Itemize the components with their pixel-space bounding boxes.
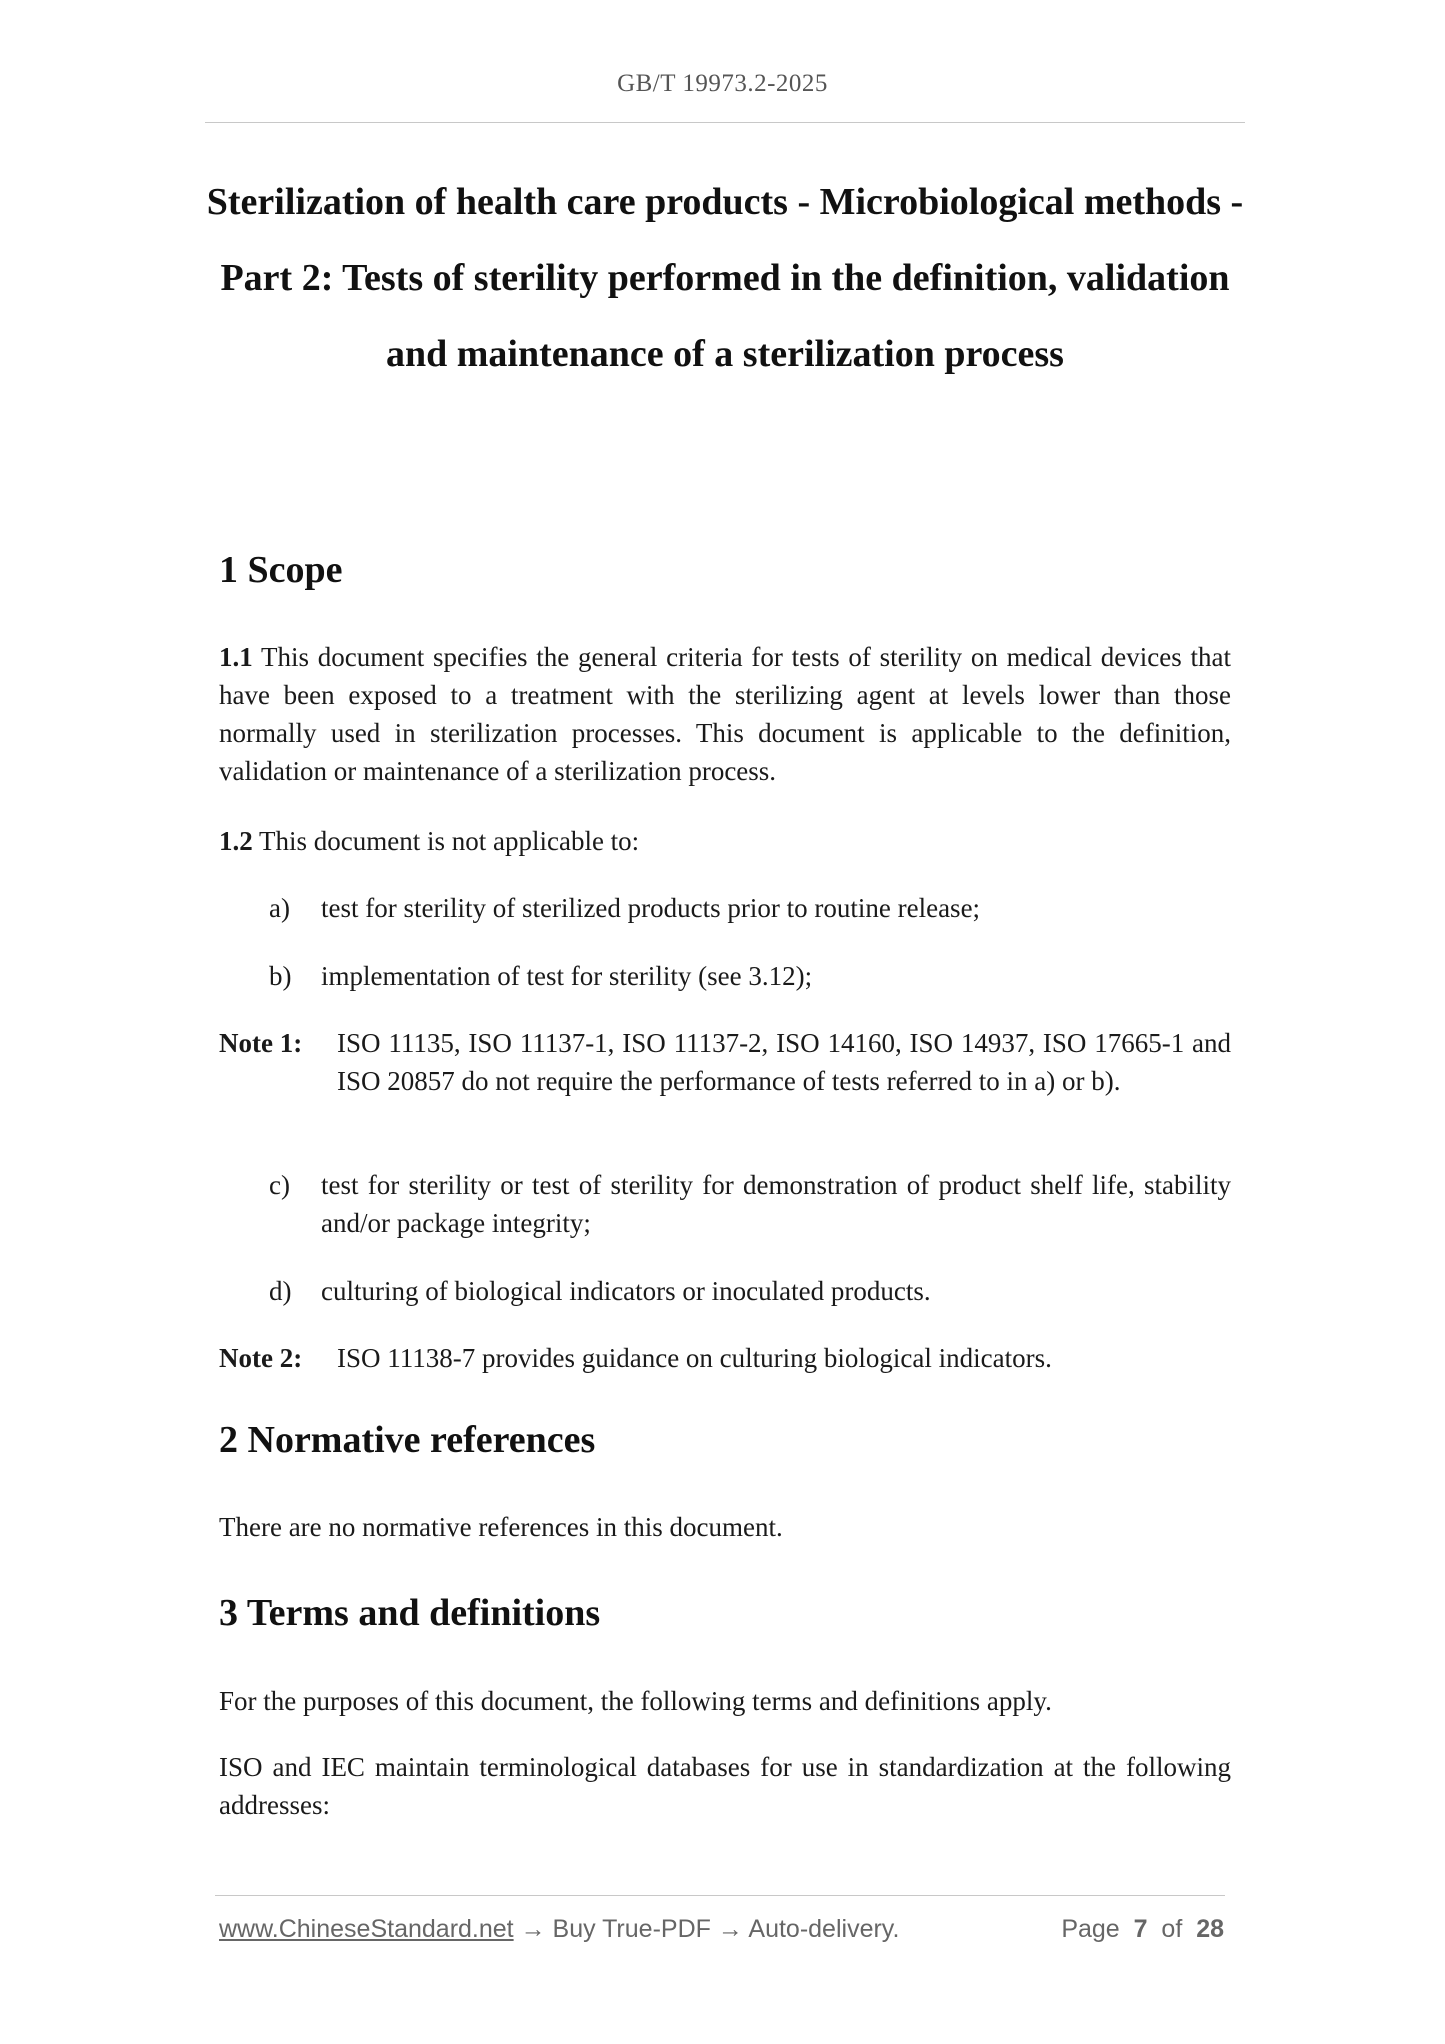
- note-text: ISO 11138-7 provides guidance on culturing biological indicators.: [337, 1343, 1052, 1373]
- page-label: Page: [1061, 1915, 1120, 1943]
- clause-number: 1.2: [219, 826, 253, 856]
- terms-intro-text: For the purposes of this document, the following terms and definitions apply.: [219, 1686, 1052, 1716]
- list-item-text: test for sterility or test of sterility for demonstration of product shelf life, stability and/or package integrity;: [321, 1170, 1231, 1238]
- of-label: of: [1161, 1915, 1183, 1943]
- page-indicator: [1061, 1915, 1224, 1944]
- note-label: Note 2:: [219, 1343, 303, 1373]
- terms-databases-text: ISO and IEC maintain terminological databases for use in standardization at the following addresses:: [219, 1752, 1231, 1820]
- current-page-number: 7: [1133, 1915, 1148, 1943]
- note-1: [219, 1024, 1231, 1100]
- note-label: Note 1:: [219, 1028, 303, 1058]
- clause-text: This document is not applicable to:: [252, 826, 640, 856]
- clause-1-1: [219, 638, 1231, 790]
- list-marker: d): [269, 1276, 292, 1306]
- clause-1-2: [219, 822, 1231, 860]
- document-title: Sterilization of health care products - Microbiological methods - Part 2: Tests of sterility performed in the definition, validation and maintenance of a sterilization process: [206, 181, 1244, 375]
- footer-tagline: → Buy True-PDF → Auto-delivery.: [513, 1915, 900, 1943]
- section-heading-normative-references: 2 Normative references: [219, 1419, 596, 1461]
- website-link[interactable]: www.ChineseStandard.net: [219, 1915, 514, 1943]
- clause-number: 1.1: [219, 642, 253, 672]
- footer-divider: [215, 1895, 1225, 1896]
- list-item-b: [219, 957, 1231, 995]
- list-item-c: [219, 1166, 1231, 1242]
- running-header: GB/T 19973.2-2025: [617, 70, 828, 97]
- list-item-text: test for sterility of sterilized products prior to routine release;: [321, 893, 981, 923]
- list-item-text: culturing of biological indicators or inoculated products.: [321, 1276, 931, 1306]
- header-divider: [205, 122, 1245, 123]
- total-page-count: 28: [1196, 1915, 1224, 1943]
- page-footer: [219, 1915, 1224, 1944]
- clause-text: This document specifies the general criteria for tests of sterility on medical devices that have been exposed to a treatment with the sterilizing agent at levels lower than those normally used in sterilization processes. This document is applicable to the definition, validation or maintenance of a sterilization process.: [219, 642, 1231, 786]
- note-text: ISO 11135, ISO 11137-1, ISO 11137-2, ISO 14160, ISO 14937, ISO 17665-1 and ISO 20857 do not require the performance of tests referred to in a) or b).: [337, 1028, 1231, 1096]
- list-marker: c): [269, 1170, 290, 1200]
- note-2: [219, 1339, 1231, 1377]
- list-marker: b): [269, 961, 292, 991]
- list-item-text: implementation of test for sterility (see 3.12);: [321, 961, 813, 991]
- list-marker: a): [269, 893, 290, 923]
- section-heading-terms-definitions: 3 Terms and definitions: [219, 1592, 601, 1634]
- section-heading-scope: 1 Scope: [219, 549, 343, 591]
- normative-references-text: There are no normative references in this document.: [219, 1512, 783, 1542]
- list-item-d: [219, 1272, 1231, 1310]
- list-item-a: [219, 889, 1231, 927]
